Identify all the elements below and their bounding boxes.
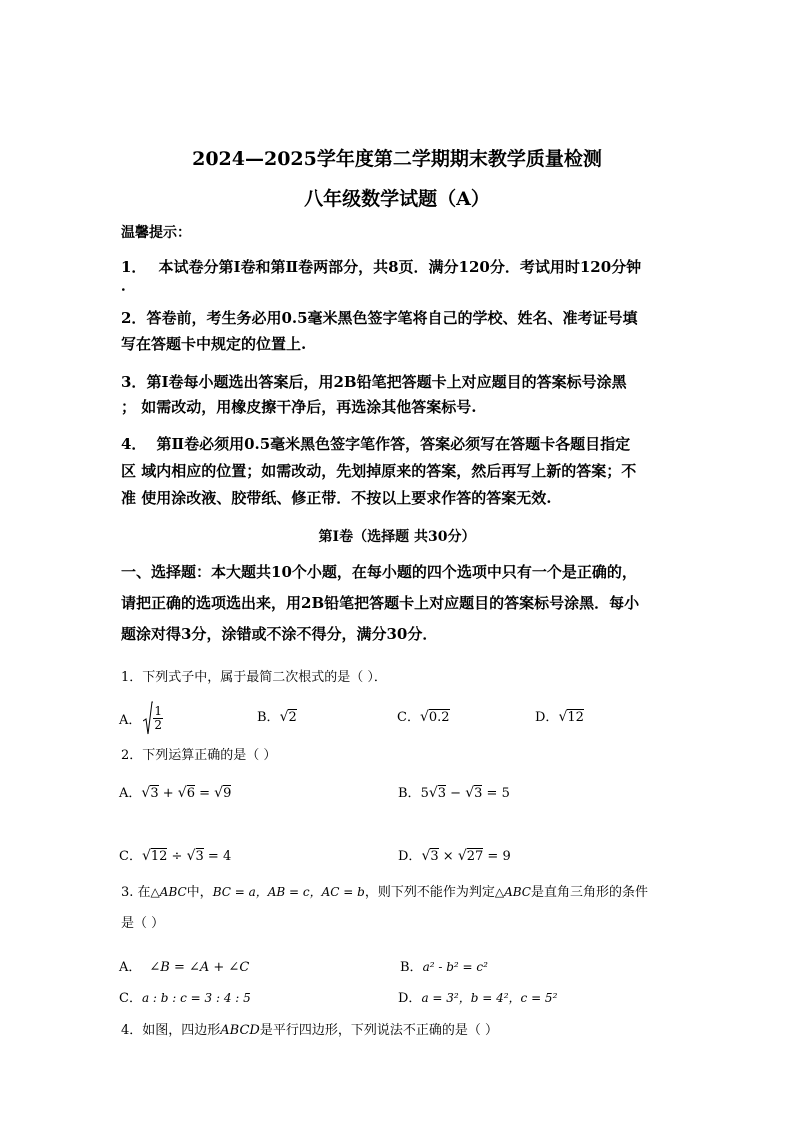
q1-option-b-label: B． bbox=[257, 710, 280, 725]
question-3-stem-line1: 3. 在△ABC中，BC = a，AB = c，AC = b，则下列不能作为判定△ABC是直角三角形的条件 bbox=[121, 885, 649, 900]
q3-option-c-label: C． bbox=[119, 991, 142, 1006]
radical-sign-icon: √ bbox=[558, 709, 568, 725]
radicand: 12 bbox=[567, 710, 584, 725]
q1-option-d-label: D． bbox=[535, 710, 559, 725]
q2-option-a: A．√3 + √6 = √9 bbox=[119, 785, 232, 801]
radical-sign-icon: √ bbox=[419, 709, 429, 725]
q2-option-c: C．√12 ÷ √3 = 4 bbox=[119, 848, 232, 864]
section-intro-line1: 一、选择题：本大题共10个小题，在每小题的四个选项中只有一个是正确的， bbox=[121, 563, 637, 581]
fraction-numerator: 1 bbox=[154, 703, 163, 718]
q2-option-d: D．√3 × √27 = 9 bbox=[398, 848, 511, 864]
radical-sign-icon: √ bbox=[177, 785, 187, 801]
notice-3-line2: ； 如需改动，用橡皮擦干净后，再选涂其他答案标号. bbox=[121, 398, 477, 416]
exam-subtitle: 八年级数学试题（A） bbox=[304, 188, 490, 210]
notice-3-number: 3． bbox=[121, 373, 147, 391]
notice-4-line1: 4． 第Ⅱ卷必须用0.5毫米黑色签字笔作答，答案必须写在答题卡各题目指定 bbox=[121, 435, 631, 453]
question-4-stem: 4．如图，四边形ABCD是平行四边形，下列说法不正确的是（ ） bbox=[121, 1023, 498, 1038]
radicand: 0.2 bbox=[428, 710, 450, 725]
q3-option-b-expr: a² - b² = c² bbox=[422, 960, 488, 974]
question-1-stem: 1．下列式子中，属于最简二次根式的是（ ）． bbox=[121, 670, 387, 685]
question-2-stem: 2．下列运算正确的是（ ） bbox=[121, 748, 277, 763]
q3-option-b-label: B． bbox=[400, 960, 423, 975]
q1-option-d bbox=[535, 706, 584, 725]
quadrilateral-abcd: ABCD bbox=[220, 1023, 260, 1038]
notice-2-line1: 2．答卷前，考生务必用0.5毫米黑色签字笔将自己的学校、姓名、准考证号填 bbox=[121, 309, 638, 327]
exam-title: 2024—2025学年度第二学期期末教学质量检测 bbox=[192, 148, 602, 170]
q3-option-a-label: A． bbox=[119, 960, 142, 975]
radical-sign-icon: √ bbox=[214, 785, 224, 801]
radical-sign-icon: √ bbox=[141, 848, 151, 864]
triangle-abc: △ABC bbox=[150, 885, 187, 899]
q2-option-a-label: A． bbox=[119, 786, 142, 801]
notice-2-number: 2． bbox=[121, 309, 147, 327]
notice-1-line2: ． bbox=[121, 276, 137, 294]
q1-option-a-fraction bbox=[153, 705, 163, 732]
section-intro-line3: 题涂对得3分，涂错或不涂不得分，满分30分． bbox=[121, 625, 438, 643]
triangle-abc: △ABC bbox=[494, 885, 531, 899]
q1-option-b bbox=[257, 706, 297, 725]
radical-sign-icon: √ bbox=[457, 848, 467, 864]
q1-option-a-label: A． bbox=[119, 712, 142, 728]
section-title: 第Ⅰ卷（选择题 共30分） bbox=[318, 529, 476, 545]
q3-option-d-label: D． bbox=[398, 991, 422, 1006]
notice-heading: 温馨提示： bbox=[121, 225, 191, 241]
q2-option-b: B．5√3 − √3 = 5 bbox=[398, 785, 510, 801]
notice-4-line2: 区 域内相应的位置；如需改动，先划掉原来的答案，然后再写上新的答案；不 bbox=[121, 462, 637, 480]
notice-4-line3: 准 使用涂改液、胶带纸、修正带．不按以上要求作答的答案无效. bbox=[121, 489, 552, 507]
radical-sign-icon: √ bbox=[421, 848, 431, 864]
q3-option-d bbox=[398, 987, 557, 1006]
question-3-stem-line2: 是（ ） bbox=[121, 916, 165, 931]
notice-4-number: 4． bbox=[121, 435, 147, 453]
q3-option-a bbox=[119, 956, 249, 975]
q1-option-c bbox=[397, 706, 450, 725]
notice-2-line2: 写在答题卡中规定的位置上. bbox=[121, 335, 307, 353]
q3-option-c bbox=[119, 987, 251, 1006]
side-conditions: BC = a，AB = c，AC = b bbox=[212, 885, 365, 899]
radical-sign-icon: √ bbox=[428, 785, 438, 801]
radical-sign-icon: √ bbox=[141, 785, 151, 801]
radical-sign-icon bbox=[143, 701, 153, 735]
q2-option-d-label: D． bbox=[398, 849, 422, 864]
notice-1-line1: 1． 本试卷分第Ⅰ卷和第Ⅱ卷两部分，共8页．满分120分．考试用时120分钟 bbox=[121, 258, 642, 276]
q1-option-a bbox=[119, 700, 163, 736]
q3-option-d-expr: a = 3²，b = 4²，c = 5² bbox=[421, 991, 558, 1005]
radical-sign-icon: √ bbox=[279, 709, 289, 725]
section-intro-line2: 请把正确的选项选出来，用2B铅笔把答题卡上对应题目的答案标号涂黑．每小 bbox=[121, 594, 640, 612]
notice-3-line1: 3．第Ⅰ卷每小题选出答案后，用2B铅笔把答题卡上对应题目的答案标号涂黑 bbox=[121, 373, 627, 391]
notice-1-number: 1． bbox=[121, 258, 147, 276]
q3-option-b bbox=[400, 956, 488, 975]
radicand: 2 bbox=[288, 710, 297, 725]
q1-option-c-label: C． bbox=[397, 710, 420, 725]
fraction-denominator: 2 bbox=[154, 717, 163, 732]
q2-option-c-label: C． bbox=[119, 849, 142, 864]
q2-option-b-label: B． bbox=[398, 786, 421, 801]
q3-option-a-expr: ∠B = ∠A + ∠C bbox=[149, 960, 250, 975]
q3-option-c-expr: a : b : c = 3 : 4 : 5 bbox=[141, 991, 251, 1005]
radical-sign-icon: √ bbox=[465, 785, 475, 801]
radical-sign-icon: √ bbox=[186, 848, 196, 864]
